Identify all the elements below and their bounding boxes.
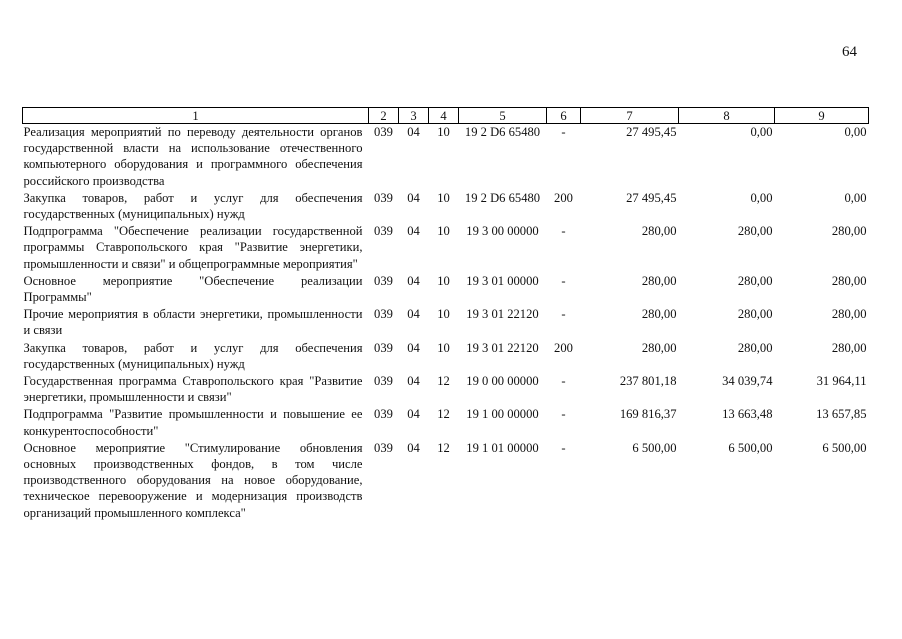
row-amount-col7: 6 500,00: [632, 440, 677, 455]
row-section-code: 04: [407, 190, 420, 205]
row-ministry-code: 039: [374, 307, 393, 322]
row-amount-col7: 237 801,18: [619, 374, 677, 389]
row-section-code: 04: [407, 440, 420, 455]
row-ministry-code: 039: [374, 273, 393, 288]
header-cell-6: 6: [547, 108, 581, 124]
row-target-article: 19 3 00 00000: [466, 224, 539, 239]
table-row: [23, 306, 869, 339]
row-name: Закупка товаров, работ и услуг для обеспечения государственных (муниципальных) нужд: [23, 340, 363, 371]
row-target-article: 19 3 01 22120: [466, 307, 539, 322]
table-row: [23, 406, 869, 439]
page-number: 64: [842, 44, 857, 60]
header-cell-7: 7: [581, 108, 679, 124]
row-target-article: 19 1 00 00000: [466, 407, 539, 422]
table-row: [23, 190, 869, 223]
row-subsection-code: 10: [437, 224, 450, 239]
header-cell-2: 2: [369, 108, 399, 124]
table-row: [23, 124, 869, 190]
row-amount-col9: 280,00: [831, 224, 867, 239]
row-amount-col9: 280,00: [831, 273, 867, 288]
row-subsection-code: 10: [437, 340, 450, 355]
row-expense-type: -: [561, 125, 566, 139]
row-expense-type: 200: [554, 190, 573, 205]
header-cell-3: 3: [399, 108, 429, 124]
table-row: [23, 273, 869, 306]
budget-table: [22, 107, 869, 522]
row-name: Основное мероприятие "Обеспечение реализации Программы": [23, 273, 363, 305]
table-header-row: [23, 108, 869, 124]
row-ministry-code: 039: [374, 125, 393, 139]
row-subsection-code: 10: [437, 190, 450, 205]
row-amount-col7: 280,00: [641, 340, 677, 355]
header-cell-1: 1: [23, 108, 369, 124]
row-section-code: 04: [407, 374, 420, 389]
row-ministry-code: 039: [374, 440, 393, 455]
row-name: Основное мероприятие "Стимулирование обновления основных производственных фондов, в том числе производственного оборудования на новое оборудование, техническое перевооружение и модернизация производств организаций промышленного комплекса": [23, 440, 363, 520]
header-cell-9: 9: [775, 108, 869, 124]
header-cell-8: 8: [679, 108, 775, 124]
row-amount-col7: 27 495,45: [626, 125, 677, 139]
row-subsection-code: 12: [437, 440, 450, 455]
row-amount-col9: 6 500,00: [822, 440, 867, 455]
row-expense-type: -: [561, 307, 566, 322]
row-subsection-code: 12: [437, 407, 450, 422]
table-row: [23, 373, 869, 406]
header-cell-5: 5: [459, 108, 547, 124]
row-name: Прочие мероприятия в области энергетики, промышленности и связи: [23, 307, 363, 338]
row-subsection-code: 10: [437, 307, 450, 322]
row-amount-col8: 280,00: [737, 340, 773, 355]
row-amount-col7: 169 816,37: [619, 407, 677, 422]
row-amount-col9: 0,00: [844, 125, 867, 139]
row-expense-type: -: [561, 374, 566, 389]
row-amount-col8: 6 500,00: [728, 440, 773, 455]
row-section-code: 04: [407, 407, 420, 422]
row-amount-col9: 0,00: [844, 190, 867, 205]
table-row: [23, 440, 869, 522]
header-cell-4: 4: [429, 108, 459, 124]
row-section-code: 04: [407, 125, 420, 139]
row-ministry-code: 039: [374, 407, 393, 422]
row-amount-col7: 27 495,45: [626, 190, 677, 205]
row-target-article: 19 1 01 00000: [466, 440, 539, 455]
row-target-article: 19 2 D6 65480: [464, 190, 541, 205]
table-row: [23, 340, 869, 373]
row-name: Подпрограмма "Развитие промышленности и повышение ее конкурентоспособности": [23, 407, 363, 438]
row-amount-col8: 13 663,48: [722, 407, 773, 422]
row-amount-col8: 280,00: [737, 273, 773, 288]
row-ministry-code: 039: [374, 224, 393, 239]
row-subsection-code: 10: [437, 125, 450, 139]
row-name: Подпрограмма "Обеспечение реализации государственной программы Ставропольского края "Развитие энергетики, промышленности и связи" и общепрограммные мероприятия": [23, 224, 363, 271]
row-target-article: 19 0 00 00000: [466, 374, 539, 389]
row-name: Реализация мероприятий по переводу деятельности органов государственной власти на использование отечественного компьютерного оборудования и программного обеспечения российского производства: [23, 125, 363, 188]
row-section-code: 04: [407, 224, 420, 239]
row-amount-col8: 280,00: [737, 307, 773, 322]
row-ministry-code: 039: [374, 190, 393, 205]
row-target-article: 19 3 01 22120: [466, 340, 539, 355]
table-row: [23, 223, 869, 273]
row-section-code: 04: [407, 307, 420, 322]
row-amount-col9: 280,00: [831, 307, 867, 322]
row-expense-type: -: [561, 224, 566, 239]
row-amount-col7: 280,00: [641, 224, 677, 239]
row-name: Закупка товаров, работ и услуг для обеспечения государственных (муниципальных) нужд: [23, 190, 363, 222]
row-subsection-code: 10: [437, 273, 450, 288]
row-target-article: 19 3 01 00000: [466, 273, 539, 288]
row-target-article: 19 2 D6 65480: [464, 125, 541, 139]
row-amount-col7: 280,00: [641, 273, 677, 288]
row-section-code: 04: [407, 273, 420, 288]
row-ministry-code: 039: [374, 340, 393, 355]
row-amount-col8: 280,00: [737, 224, 773, 239]
row-section-code: 04: [407, 340, 420, 355]
row-amount-col9: 280,00: [831, 340, 867, 355]
row-amount-col7: 280,00: [641, 307, 677, 322]
row-expense-type: -: [561, 407, 566, 422]
row-ministry-code: 039: [374, 374, 393, 389]
row-subsection-code: 12: [437, 374, 450, 389]
row-name: Государственная программа Ставропольского края "Развитие энергетики, промышленности и связи": [23, 374, 363, 405]
row-amount-col8: 0,00: [750, 190, 773, 205]
row-amount-col8: 34 039,74: [722, 374, 773, 389]
row-expense-type: -: [561, 273, 566, 288]
row-amount-col9: 31 964,11: [816, 374, 867, 389]
row-expense-type: -: [561, 440, 566, 455]
row-expense-type: 200: [554, 340, 573, 355]
row-amount-col8: 0,00: [750, 125, 773, 139]
row-amount-col9: 13 657,85: [816, 407, 867, 422]
